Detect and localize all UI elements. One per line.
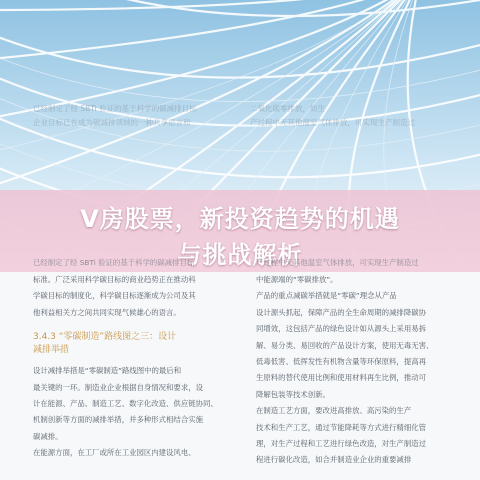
paragraph-line: 程进行碳化改造，如合并制造业企业的重要减排 (256, 455, 412, 465)
paragraph-line: 设计减排举措是“零碳制造”路线图中的最后和 (33, 366, 182, 376)
section-heading (33, 331, 218, 357)
paragraph-line: 产过程中无其他温室气体排放，可实现生产制造过 (256, 258, 419, 267)
overlap-left-lines (33, 256, 194, 270)
article-title-line-1: V房股票，新投资趋势的机遇 (80, 205, 400, 233)
document-page (0, 272, 480, 480)
paragraph-line: 碳减排。 (33, 431, 63, 441)
paragraph-line: 机制创新等方面的减排举措，并多种形式相结合实施 (33, 415, 203, 425)
section-heading-line: 减排举措 (33, 345, 70, 356)
paragraph-line: 在制造工艺方面，要改进高排放、高污染的生产 (256, 406, 412, 416)
faded-line: 二氧化碳零排放，如生 (250, 104, 325, 113)
paragraph-line: 产品的重点减碳举措就是“零碳”理念从产品 (256, 291, 397, 301)
faded-line: 已经制定了经 SBTi 验证的基于科学的碳减排目标 (33, 104, 197, 113)
paragraph-line: 技术和生产工艺，通过节能降耗等方式进行精细化管 (256, 422, 426, 432)
paragraph-line: 已经制定了经 SBTi 验证的基于科学的碳减排目标 (33, 258, 195, 267)
paragraph-line: 标准。广泛采用科学碳目标的商业趋势正在推动科 (33, 275, 196, 284)
paragraph-line: 解、易分类、易回收的产品设计方案，使用无毒无害、 (256, 340, 434, 350)
paragraph-line: 中能源端的“零碳排放”。 (256, 275, 338, 284)
paragraph-line: 最关键的一环。制造业企业根据自身情况和要求，设 (33, 382, 203, 392)
paragraph-line: 降解包装等技术创新。 (256, 389, 330, 399)
paragraph-line: 同增效，这包括产品的绿色设计如从源头上采用易拆 (256, 324, 426, 334)
paragraph-line: 在能源方面，在工厂或所在工业园区内建设风电、 (33, 448, 196, 458)
faded-line: 企业目标已在成为碳减排领域的一种共享语言和 (33, 118, 191, 127)
photo-faded-text-left (33, 102, 197, 130)
paragraph-line: 理，对生产过程和工艺进行绿色改造，对生产制造过 (256, 439, 426, 449)
paragraph-line: 学碳目标的制度化，科学碳目标逐渐成为公司及其 (33, 291, 196, 301)
paragraph-line: 设计源头抓起，保障产品的全生命周期的减排降碳协 (256, 307, 426, 317)
photo-faded-text-right (250, 102, 415, 130)
paragraph-line: 生原料的替代使用比例和使用材料再生比例，推动可 (256, 373, 426, 383)
article-title-line-2: 与挑战解析 (177, 241, 303, 269)
overlap-right-lines (256, 256, 419, 270)
paragraph-line: 低毒低害、低挥发性有机物含量等环保原料，提高再 (256, 357, 426, 367)
left-column (33, 272, 218, 462)
paragraph-line: 计在能源、产品、制造工艺、数字化改造、供应链协同、 (33, 399, 218, 409)
faded-line: 产过程中无其他温室气体排放，可实现生产制造过 (250, 118, 415, 127)
section-heading-line: 3.4.3 “零碳制造”路线图之三：设计 (33, 332, 177, 343)
right-column (256, 272, 433, 469)
paragraph-line: 他利益相关方之间共同实现气候雄心的语言。 (33, 307, 181, 317)
